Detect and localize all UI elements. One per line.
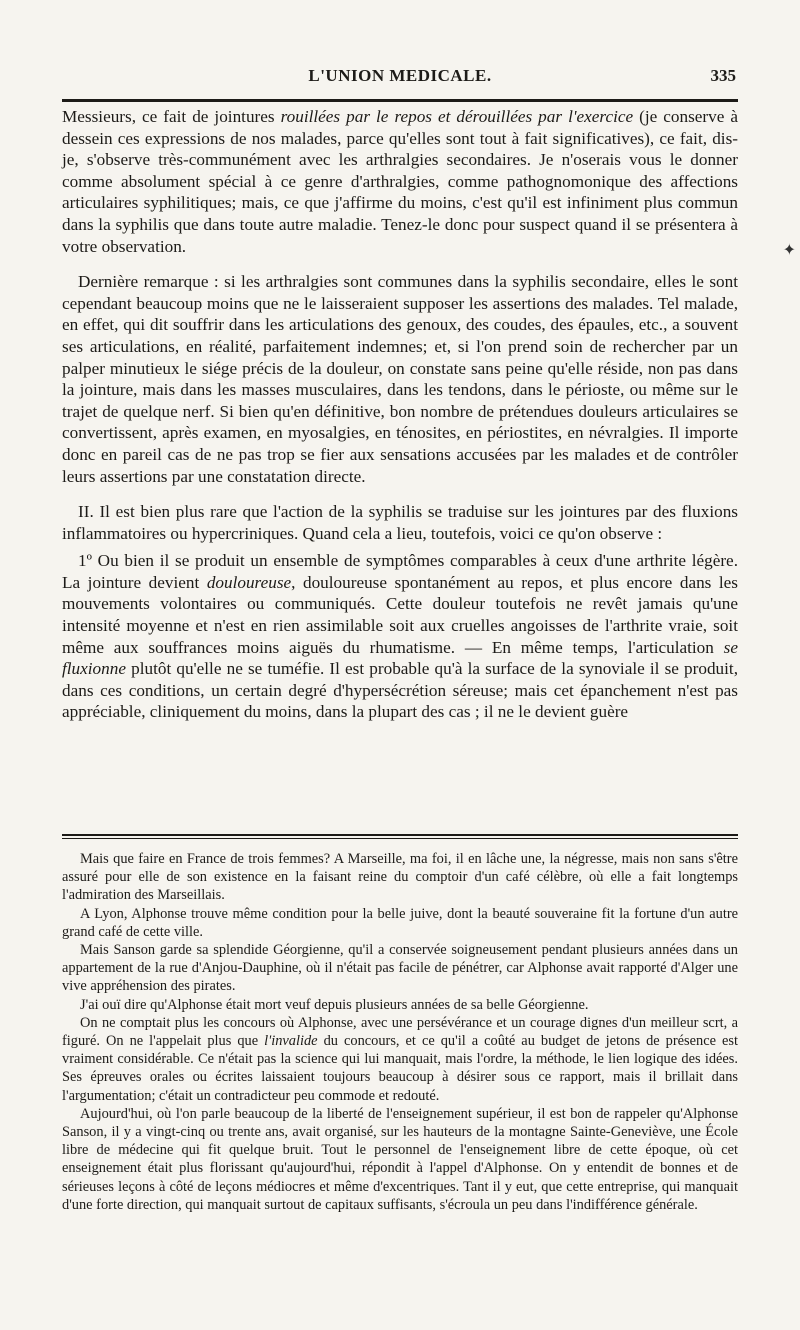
feuilleton-paragraph: Aujourd'hui, où l'on parle beaucoup de la liberté de l'enseignement supérieur, il est bon de rappeler qu'Alphonse Sanson, il y a vingt-cinq ou trente ans, avait organisé, sur les hauteurs de la montagne Sainte-Geneviève, une École libre de médecine qui fit quelque bruit. Tout le personnel de l'enseignement libre de cette époque, où cet enseignement était plus florissant qu'aujourd'hui, répondit à l'appel d'Alphonse. On y entendit de bonnes et de sérieuses leçons à côté de leçons médiocres et même d'excentriques. Tant il y eut, que cette entreprise, qui manquait d'une forte direction, qui manquait surtout de capitaux suffisants, s'écroula un peu dans l'indifférence générale.	[62, 1105, 738, 1213]
feuilleton-paragraph: Mais que faire en France de trois femmes? A Marseille, ma foi, il en lâche une, la négresse, mais non sans s'être assuré pour elle de son existence en la faisant reine du comptoir d'un café célèbre, où elle a fait longtemps l'admiration des Marseillais.	[62, 851, 738, 904]
feuilleton-text	[62, 850, 738, 1214]
paragraph: II. Il est bien plus rare que l'action de la syphilis se traduise sur les jointures par des fluxions inflammatoires ou hypercriniques. Quand cela a lieu, toutefois, voici ce qu'on observe :	[62, 502, 738, 543]
paragraph: Messieurs, ce fait de jointures rouillées par le repos et dérouillées par l'exercice (je conserve à dessein ces expressions de nos malades, parce qu'elles sont tout à fait significatives), ce fait, dis-je, s'observe très-communément avec les arthralgies secondaires. Je n'oserais vous le donner comme absolument spécial à ce genre d'arthralgies, comme pathognomonique des affections articulaires syphilitiques; mais, ce que j'affirme du moins, c'est qu'il est infiniment plus commun dans la syphilis que dans toute autre maladie. Tenez-le donc pour suspect quand il se présentera à votre observation.	[62, 107, 739, 256]
paragraph: Dernière remarque : si les arthralgies sont communes dans la syphilis secondaire, elles le sont cependant beaucoup moins que ne le laisseraient supposer les assertions des malades. Tel malade, en effet, qui dit souffrir dans les articulations des genoux, des coudes, des épaules, etc., a souvent ses articulations, en réalité, parfaitement indemnes; et, si l'on prend soin de rechercher par un palper minutieux le siége précis de la douleur, on constate sans peine qu'elle réside, non pas dans la jointure, mais dans les masses musculaires, dans les tendons, dans le périoste, ou même sur le trajet de quelque nerf. Si bien qu'en définitive, bon nombre de prétendues douleurs articulaires se convertissent, après examen, en myosalgies, en ténosites, en périostites, en névralgies. Il importe donc en pareil cas de ne pas trop se fier aux sensations accusées par les malades et de contrôler leurs assertions par une constatation directe.	[62, 272, 738, 486]
feuilleton-paragraph: On ne comptait plus les concours où Alphonse, avec une persévérance et un courage dignes d'un meilleur scrt, a figuré. On ne l'appelait plus que l'invalide du concours, et ce qu'il a coûté au budget de jetons de présence est vraiment considérable. Ce n'était pas la science qui lui manquait, mais l'ordre, la méthode, le lien logique des idées. Ses épreuves orales ou écrites laissaient toujours beaucoup à désirer sous ce rapport, mais il brillait dans l'argumentation; c'était un contradicteur peu commode et redouté.	[62, 1014, 738, 1104]
feuilleton-paragraph: J'ai ouï dire qu'Alphonse était mort veuf depuis plusieurs années de sa belle Géorgienne.	[80, 996, 589, 1013]
feuilleton-paragraph: Mais Sanson garde sa splendide Géorgienne, qu'il a conservée soigneusement pendant plusieurs années dans un appartement de la rue d'Anjou-Dauphine, où il n'était pas facile de pénétrer, car Alphonse avait rapporté d'Alger une vive appréhension des pirates.	[62, 942, 738, 995]
running-title: L'UNION MЕDICALE.	[308, 66, 492, 85]
page-header	[62, 66, 738, 90]
feuilleton-rule	[62, 834, 738, 839]
main-text	[62, 106, 738, 723]
page-number: 335	[710, 66, 736, 85]
feuilleton-paragraph: A Lyon, Alphonse trouve même condition pour la belle juive, dont la beauté souveraine fit la fortune d'un autre grand café de cette ville.	[62, 905, 738, 940]
header-rule	[62, 99, 738, 102]
paragraph: 1º Ou bien il se produit un ensemble de symptômes comparables à ceux d'une arthrite légère. La jointure devient douloureuse, douloureuse spontanément au repos, et plus encore dans les mouvements volontaires ou communiqués. Cette douleur toutefois ne revêt jamais qu'une intensité moyenne et n'est en rien assimilable soit aux cruelles angoisses de l'arthrite vraie, soit même aux souffrances moins aiguës du rhumatisme. — En même temps, l'articulation se fluxionne plutôt qu'elle ne se tuméfie. Il est probable qu'à la surface de la synoviale il se produit, dans ces conditions, un certain degré d'hypersécrétion séreuse; mais cet épanchement n'est pas appréciable, cliniquement du moins, dans la plupart des cas ; il ne le devient guère	[62, 551, 738, 722]
margin-mark: ✦	[782, 242, 796, 259]
